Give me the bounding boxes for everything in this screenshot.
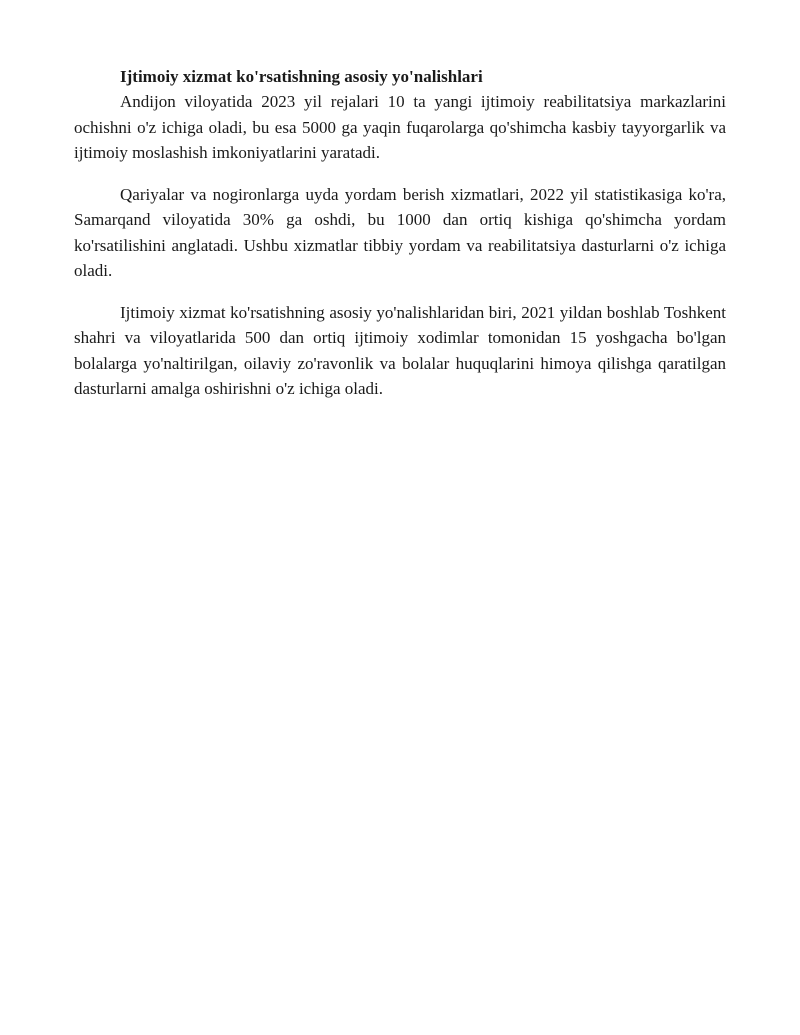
document-title: Ijtimoiy xizmat ko'rsatishning asosiy yo'nalishlari bbox=[120, 67, 483, 86]
paragraph-samarqand: Qariyalar va nogironlarga uyda yordam berish xizmatlari, 2022 yil statistikasiga ko'ra, Samarqand viloyatida 30% ga oshdi, bu 1000 dan ortiq kishiga qo'shimcha yordam ko'rsatilishini anglatadi. Ushbu xizmatlar tibbiy yordam va reabilitatsiya dasturlarni o'z ichiga oladi. bbox=[74, 184, 726, 280]
document-page bbox=[74, 64, 726, 402]
paragraph-toshkent: Ijtimoiy xizmat ko'rsatishning asosiy yo'nalishlaridan biri, 2021 yildan boshlab Toshkent shahri va viloyatlarida 500 dan ortiq ijtimoiy xodimlar tomonidan 15 yoshgacha bo'lgan bolalarga yo'naltirilgan, oilaviy zo'ravonlik va bolalar huquqlarini himoya qilishga qaratilgan dasturlarni amalga oshirishni o'z ichiga oladi. bbox=[74, 302, 726, 398]
paragraph-andijon: Andijon viloyatida 2023 yil rejalari 10 ta yangi ijtimoiy reabilitatsiya markazlarini ochishni o'z ichiga oladi, bu esa 5000 ga yaqin fuqarolarga qo'shimcha kasbiy tayyorgarlik va ijtimoiy moslashish imkoniyatlarini yaratadi. bbox=[74, 92, 726, 162]
